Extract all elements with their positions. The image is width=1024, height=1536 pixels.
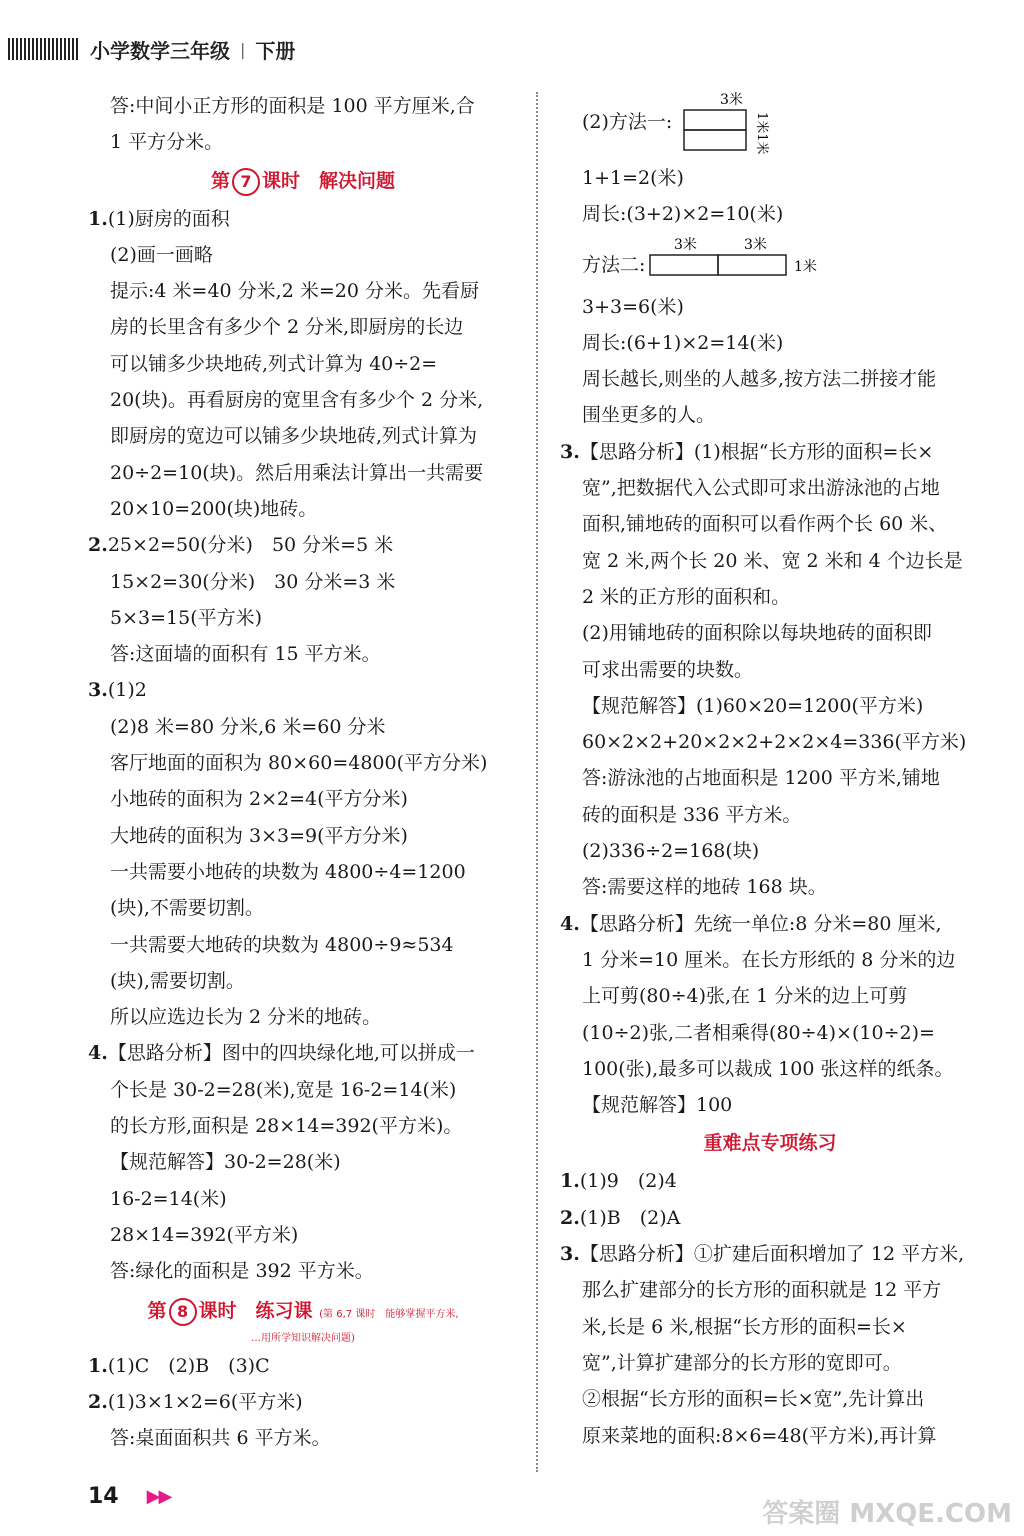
text-line: 房的长里含有多少个 2 分米,即厨房的长边	[110, 316, 464, 339]
left-column	[88, 88, 518, 1456]
text-line: 答:中间小正方形的面积是 100 平方厘米,合	[110, 95, 475, 117]
dim-label: 1米	[794, 258, 817, 275]
text-line: 即厨房的宽边可以铺多少块地砖,列式计算为	[110, 425, 478, 448]
heading-prefix: 第	[210, 169, 230, 192]
question-number: 3.	[88, 679, 108, 702]
book-title: 小学数学三年级	[90, 38, 230, 63]
text-line: 20×10=200(块)地砖。	[110, 497, 318, 520]
text-line: (2)用铺地砖的面积除以每块地砖的面积即	[582, 622, 932, 645]
text-line: (2)8 米=80 分米,6 米=60 分米	[110, 715, 386, 738]
text-line: 1 分米=10 厘米。在长方形纸的 8 分米的边	[582, 948, 956, 971]
question-number: 2.	[560, 1206, 580, 1229]
barcode-decoration	[8, 38, 80, 60]
question-number: 4.	[560, 912, 580, 935]
text-line: 的长方形,面积是 28×14=392(平方米)。	[110, 1115, 463, 1138]
method2-diagram	[648, 233, 838, 289]
question-number: 1.	[88, 1354, 108, 1377]
dim-label: 3米	[720, 92, 743, 108]
heading-title: 课时 练习课	[198, 1299, 313, 1322]
text-line: 20÷2=10(块)。然后用乘法计算出一共需要	[110, 461, 484, 484]
method1-label: (2)方法一:	[582, 111, 673, 133]
column-divider	[536, 92, 538, 1472]
lesson-number-badge: 7	[232, 168, 260, 196]
table-rect	[718, 255, 786, 275]
text-line: 【规范解答】30-2=28(米)	[110, 1151, 341, 1174]
method2-label: 方法二:	[582, 253, 646, 276]
key-practice-heading: 重难点专项练习	[703, 1132, 837, 1155]
text-line: 所以应选边长为 2 分米的地砖。	[110, 1006, 382, 1029]
text-line: 客厅地面的面积为 80×60=4800(平方分米)	[110, 752, 488, 775]
text-line: 5×3=15(平方米)	[110, 606, 263, 629]
table-rect	[650, 255, 718, 275]
text-line: 【思路分析】先统一单位:8 分米=80 厘米,	[579, 912, 942, 935]
text-line: 那么扩建部分的长方形的面积就是 12 平方	[582, 1279, 942, 1302]
question-number: 3.	[560, 1243, 580, 1266]
heading-title: 课时 解决问题	[262, 169, 396, 192]
text-line: 答:绿化的面积是 392 平方米。	[110, 1260, 374, 1283]
question-number: 2.	[88, 534, 108, 557]
text-line: (块),需要切割。	[110, 969, 245, 992]
text-line: 【思路分析】(1)根据“长方形的面积=长×	[579, 440, 934, 463]
text-line: 【规范解答】(1)60×20=1200(平方米)	[582, 694, 924, 717]
text-line: 【规范解答】100	[582, 1094, 733, 1117]
text-line: 60×2×2+20×2×2+2×2×4=336(平方米)	[582, 731, 967, 754]
header-separator: |	[240, 39, 246, 59]
text-line: (1)3×1×2=6(平方米)	[107, 1390, 303, 1413]
text-line: (1)厨房的面积	[107, 207, 230, 230]
text-line: 可以铺多少块地砖,列式计算为 40÷2=	[110, 352, 438, 375]
dim-label: 3米	[744, 236, 767, 253]
text-line: 提示:4 米=40 分米,2 米=20 分米。先看厨	[110, 280, 479, 303]
text-line: 砖的面积是 336 平方米。	[582, 803, 802, 826]
text-line: 25×2=50(分米) 50 分米=5 米	[107, 534, 394, 557]
text-line: (1)2	[107, 679, 147, 702]
text-line: 一共需要小地砖的块数为 4800÷4=1200	[110, 860, 466, 883]
text-line: (块),不需要切割。	[110, 897, 264, 920]
heading-note: …用所学知识解决问题)	[251, 1332, 355, 1344]
text-line: (1)B (2)A	[579, 1206, 681, 1229]
text-line: (1)9 (2)4	[579, 1170, 677, 1193]
text-line: 答:游泳池的占地面积是 1200 平方米,铺地	[582, 767, 940, 790]
heading-note: (第 6,7 课时 能够掌握平方米,	[319, 1308, 459, 1320]
text-line: 16-2=14(米)	[110, 1187, 227, 1210]
text-line: 答:需要这样的地砖 168 块。	[582, 876, 827, 899]
text-line: 原来菜地的面积:8×6=48(平方米),再计算	[582, 1424, 937, 1447]
text-line: 可求出需要的块数。	[582, 658, 754, 681]
text-line: 周长越长,则坐的人越多,按方法二拼接才能	[582, 368, 937, 391]
method1-diagram	[678, 88, 788, 158]
watermark: 答案圈 MXQE.COM	[762, 1499, 1012, 1529]
text-line: 宽”,把数据代入公式即可求出游泳池的占地	[582, 477, 940, 500]
text-line: (1)C (2)B (3)C	[107, 1354, 270, 1377]
text-line: 【思路分析】图中的四块绿化地,可以拼成一	[107, 1042, 475, 1065]
text-line: (2)336÷2=168(块)	[582, 840, 760, 863]
text-line: ②根据“长方形的面积=长×宽”,先计算出	[582, 1388, 925, 1411]
text-line: 答:桌面面积共 6 平方米。	[110, 1427, 331, 1450]
text-line: 【思路分析】①扩建后面积增加了 12 平方米,	[579, 1243, 965, 1266]
text-line: 上可剪(80÷4)张,在 1 分米的边上可剪	[582, 985, 908, 1008]
question-number: 1.	[88, 207, 108, 230]
dim-label: 3米	[674, 236, 697, 253]
page-footer	[88, 1484, 170, 1509]
method1-row	[560, 88, 980, 160]
text-line: 宽 2 米,两个长 20 米、宽 2 米和 4 个边长是	[582, 549, 963, 572]
text-line: (2)画一画略	[110, 243, 213, 266]
page-number: 14	[88, 1484, 119, 1509]
text-line: 2 米的正方形的面积和。	[582, 585, 791, 608]
page-header	[8, 34, 295, 64]
question-number: 2.	[88, 1390, 108, 1413]
question-number: 4.	[88, 1042, 108, 1065]
method2-row	[560, 233, 980, 289]
text-line: 周长:(3+2)×2=10(米)	[582, 203, 784, 226]
text-line: 周长:(6+1)×2=14(米)	[582, 331, 784, 354]
text-line: 米,长是 6 米,根据“长方形的面积=长×	[582, 1315, 907, 1338]
text-line: 答:这面墙的面积有 15 平方米。	[110, 643, 381, 666]
text-line: 一共需要大地砖的块数为 4800÷9≈534	[110, 933, 454, 956]
question-number: 1.	[560, 1170, 580, 1193]
text-line: 15×2=30(分米) 30 分米=3 米	[110, 570, 396, 593]
text-line: 大地砖的面积为 3×3=9(平方分米)	[110, 824, 408, 847]
text-line: 个长是 30-2=28(米),宽是 16-2=14(米)	[110, 1078, 457, 1101]
lesson7-heading	[88, 161, 518, 201]
text-line: 28×14=392(平方米)	[110, 1223, 299, 1246]
text-line: 1+1=2(米)	[582, 167, 684, 189]
text-line: 100(张),最多可以裁成 100 张这样的纸条。	[582, 1057, 954, 1080]
text-line: 3+3=6(米)	[582, 295, 684, 318]
table-rect	[684, 130, 746, 150]
heading-prefix: 第	[147, 1299, 167, 1322]
text-line: 20(块)。再看厨房的宽里含有多少个 2 分米,	[110, 389, 484, 412]
question-number: 3.	[560, 440, 580, 463]
lesson-number-badge: 8	[169, 1298, 197, 1326]
table-rect	[684, 110, 746, 130]
text-line: 1 平方分米。	[110, 131, 224, 154]
lesson8-heading	[88, 1296, 518, 1330]
dim-label: 1米1米	[754, 112, 769, 155]
text-line: 宽”,计算扩建部分的长方形的宽即可。	[582, 1351, 902, 1374]
text-line: (10÷2)张,二者相乘得(80÷4)×(10÷2)=	[582, 1021, 935, 1044]
volume-label: 下册	[255, 38, 296, 63]
right-column	[560, 88, 980, 1454]
text-line: 面积,铺地砖的面积可以看作两个长 60 米、	[582, 513, 948, 536]
text-line: 小地砖的面积为 2×2=4(平方分米)	[110, 788, 408, 811]
next-arrows-icon: ▶▶	[146, 1486, 171, 1507]
text-line: 围坐更多的人。	[582, 404, 716, 427]
